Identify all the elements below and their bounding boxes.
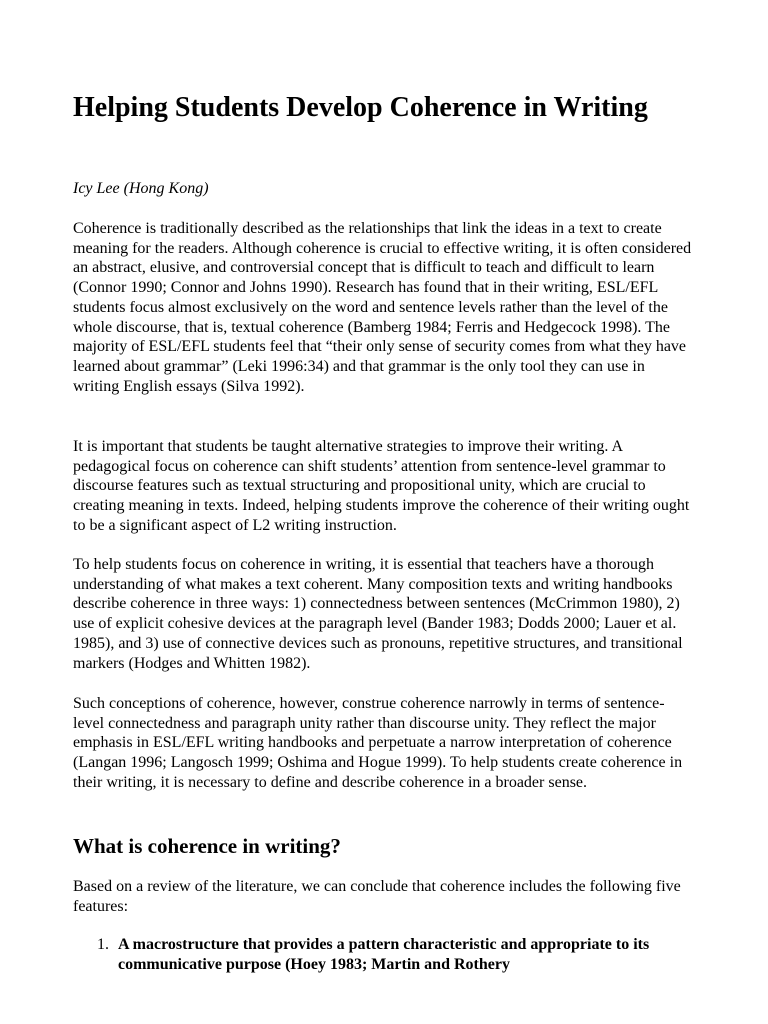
list-item-text: A macrostructure that provides a pattern characteristic and appropriate to its communicative purpose (Hoey 1983; Martin and Rothery — [118, 936, 650, 973]
list-item — [73, 935, 695, 975]
section-heading: What is coherence in writing? — [73, 834, 341, 858]
article-title: Helping Students Develop Coherence in Writing — [73, 92, 648, 123]
paragraph-narrow-conceptions: Such conceptions of coherence, however, construe coherence narrowly in terms of sentence-level connectedness and paragraph unity rather than discourse unity. They reflect the major emphasis in ESL/EFL writing handbooks and perpetuate a narrow interpretation of coherence (Langan 1996; Langosch 1999; Oshima and Hogue 1999). To help students create coherence in their writing, it is necessary to define and describe coherence in a broader sense. — [73, 695, 683, 791]
features-list — [73, 935, 695, 975]
section-intro: Based on a review of the literature, we can conclude that coherence includes the following five features: — [73, 878, 681, 915]
paragraph-teacher-understanding: To help students focus on coherence in writing, it is essential that teachers have a thorough understanding of what makes a text coherent. Many composition texts and writing handbooks describe coherence in three ways: 1) connectedness between sentences (McCrimmon 1980), 2) use of explicit cohesive devices at the paragraph level (Bander 1983; Dodds 2000; Lauer et al. 1985), and 3) use of connective devices such as pronouns, repetitive structures, and transitional markers (Hodges and Whitten 1982). — [73, 556, 683, 672]
paragraph-strategies: It is important that students be taught alternative strategies to improve their writing. A pedagogical focus on coherence can shift students’ attention from sentence-level grammar to discourse features such as textual structuring and propositional unity, which are crucial to creating meaning in texts. Indeed, helping students improve the coherence of their writing ought to be a significant aspect of L2 writing instruction. — [73, 438, 690, 534]
paragraph-intro: Coherence is traditionally described as the relationships that link the ideas in a text to create meaning for the readers. Although coherence is crucial to effective writing, it is often considered an abstract, elusive, and controversial concept that is difficult to teach and difficult to learn (Connor 1990; Connor and Johns 1990). Research has found that in their writing, ESL/EFL students focus almost exclusively on the word and sentence levels rather than the level of the whole discourse, that is, textual coherence (Bamberg 1984; Ferris and Hedgecock 1998). The majority of ESL/EFL students feel that “their only sense of security comes from what they have learned about grammar” (Leki 1996:34) and that grammar is the only tool they can use in writing English essays (Silva 1992). — [73, 220, 692, 395]
list-item-number: 1. — [97, 936, 109, 953]
article-author: Icy Lee (Hong Kong) — [73, 180, 209, 197]
